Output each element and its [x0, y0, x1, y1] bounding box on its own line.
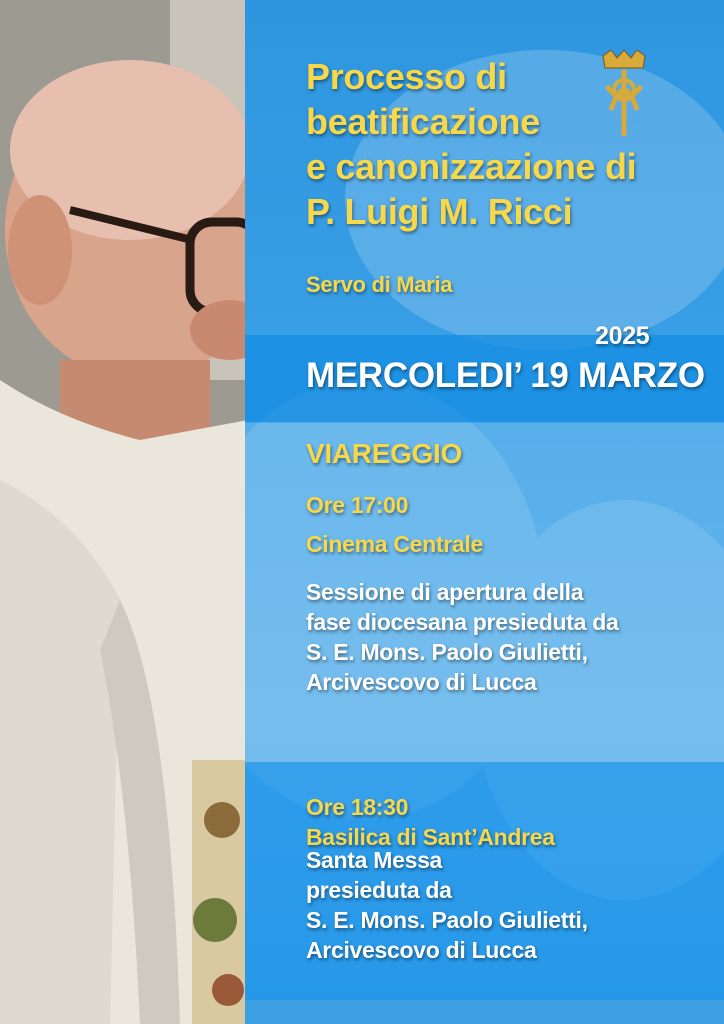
event1-desc-line: S. E. Mons. Paolo Giulietti,: [306, 639, 588, 665]
event2-description: [306, 845, 588, 965]
priest-photo: [0, 0, 248, 1024]
title-line: P. Luigi M. Ricci: [306, 191, 573, 232]
event1-description: [306, 577, 618, 697]
event1-desc-line: Arcivescovo di Lucca: [306, 669, 537, 695]
event2-desc-line: Santa Messa: [306, 847, 443, 873]
event1-place: Cinema Centrale: [306, 531, 484, 557]
event-year: 2025: [595, 322, 650, 350]
event2-time: Ore 18:30: [306, 794, 409, 820]
subtitle: Servo di Maria: [306, 272, 453, 297]
event1-desc-line: Sessione di apertura della: [306, 579, 584, 605]
title-line: e canonizzazione di: [306, 146, 637, 187]
title-line: Processo di: [306, 56, 507, 97]
event2-place: Basilica di Sant’Andrea: [306, 824, 555, 850]
event2-desc-line: presieduta da: [306, 877, 452, 903]
event1-time: Ore 17:00: [306, 492, 409, 518]
event2-desc-line: S. E. Mons. Paolo Giulietti,: [306, 907, 588, 933]
event-date: MERCOLEDI’ 19 MARZO: [306, 356, 705, 395]
page-title: [306, 54, 636, 234]
title-line: beatificazione: [306, 101, 540, 142]
event1-desc-line: fase diocesana presieduta da: [306, 609, 619, 635]
event-city: VIAREGGIO: [306, 438, 462, 469]
event2-desc-line: Arcivescovo di Lucca: [306, 937, 537, 963]
